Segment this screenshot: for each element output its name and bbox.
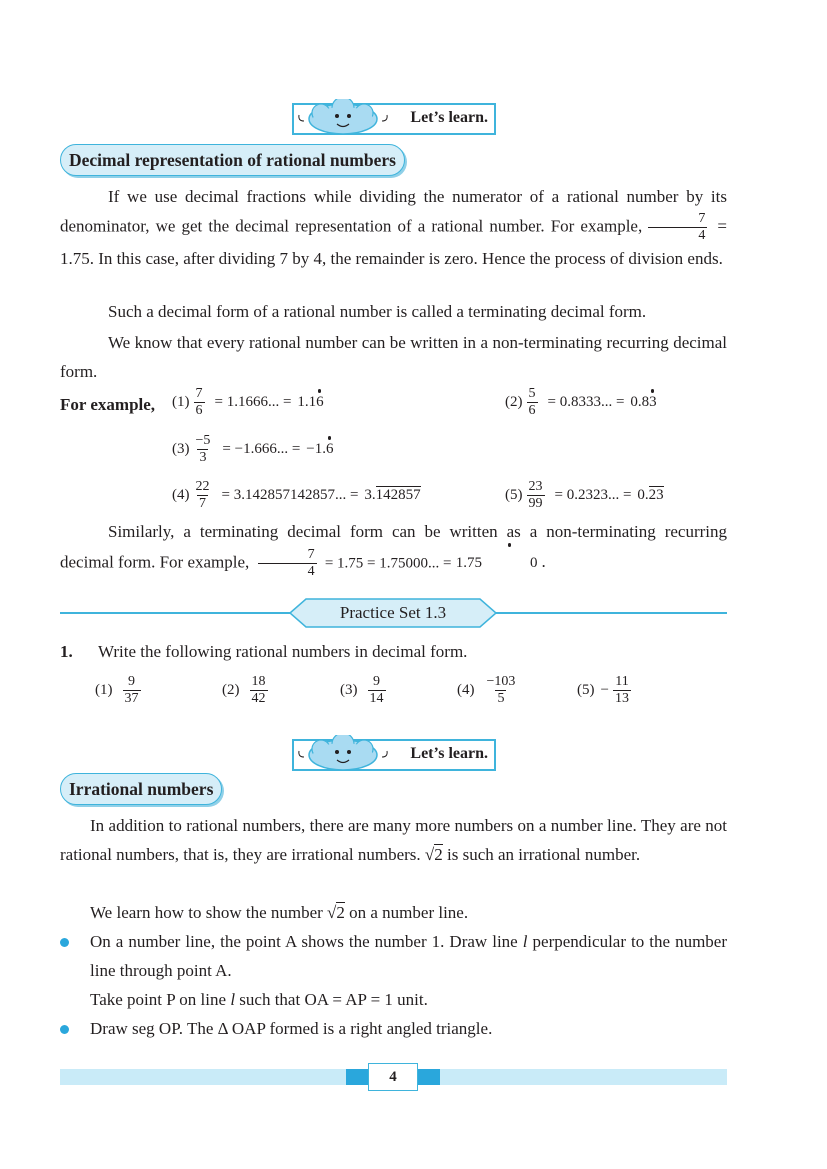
denominator: 6 — [195, 403, 203, 418]
expansion: = −1.666... = — [222, 441, 301, 457]
fraction — [485, 674, 518, 707]
recurring-result — [297, 394, 323, 411]
question-item-2 — [222, 674, 272, 707]
for-example-label: For example, — [60, 395, 156, 414]
question-item-1 — [95, 674, 145, 707]
recurring-digit: 3 — [649, 394, 657, 410]
fraction — [648, 211, 707, 244]
denominator: 4 — [648, 227, 707, 244]
numerator: 22 — [195, 479, 210, 494]
recurring-block: 142857 — [375, 487, 421, 503]
bullet-item-point-p — [90, 985, 727, 1014]
line-symbol: l — [522, 932, 528, 951]
paragraph-text: If we use decimal fractions while dividing the numerator of a rational number by its denominator, we get the decimal representation of a rational number. For example, — [60, 187, 727, 236]
paragraph-text: We know that every rational number can be written in a non-terminating recurring decimal form. — [60, 333, 727, 381]
denominator: 37 — [124, 691, 139, 706]
denominator: 4 — [258, 563, 317, 580]
paragraph-text: We learn how to show the number — [90, 903, 323, 922]
recurring-digit: 6 — [316, 394, 324, 410]
denominator: 3 — [199, 450, 207, 465]
result-part: 1.75 — [455, 555, 482, 572]
result-part: 3. — [364, 487, 376, 503]
paragraph-text: = 1.75. In this case, after dividing 7 by 4, the remainder is zero. Hence the process of division ends. — [60, 216, 728, 268]
recurring-result — [364, 487, 420, 504]
expansion: = 0.2323... = — [554, 487, 632, 503]
numerator: 9 — [373, 674, 380, 689]
fraction — [194, 433, 213, 466]
numerator: 7 — [698, 211, 706, 226]
radicand: 2 — [336, 903, 345, 922]
item-label: (5) — [577, 682, 595, 698]
lets-learn-banner — [292, 103, 496, 135]
numerator: 9 — [128, 674, 135, 689]
paragraph-text: In addition to rational numbers, there are many more numbers on a number line. They are not rational numbers, that is, they are irrational numbers. — [60, 816, 727, 864]
item-label: (4) — [457, 682, 475, 698]
numerator: 11 — [615, 674, 629, 689]
fraction — [527, 479, 545, 512]
paragraph-text: such that OA = AP = 1 unit. — [239, 990, 428, 1009]
bullet-dot — [60, 1025, 69, 1034]
expansion: = 1.1666... = — [214, 394, 292, 410]
recurring-digit: 6 — [326, 441, 334, 457]
fraction — [250, 674, 268, 707]
fraction — [368, 674, 386, 707]
example-4 — [172, 479, 421, 512]
numerator: 7 — [307, 547, 315, 562]
denominator: 14 — [369, 691, 384, 706]
expansion: = 3.142857142857... = — [221, 487, 359, 503]
fraction — [194, 479, 212, 512]
numerator: 23 — [528, 479, 543, 494]
footer-accent-right — [418, 1069, 440, 1085]
numerator: 5 — [528, 386, 536, 401]
denominator: 7 — [199, 496, 206, 511]
paragraph-irrational-intro — [60, 811, 727, 869]
paragraph-recurring — [60, 328, 727, 386]
expansion: = 1.75 = 1.75000... = — [324, 555, 452, 572]
result-part: 0. — [637, 487, 649, 503]
question-item-3 — [340, 674, 390, 707]
numerator: −103 — [486, 674, 516, 689]
page-number: 4 — [389, 1069, 397, 1085]
example-label: (2) — [505, 394, 523, 410]
question-text: Write the following rational numbers in decimal form. — [98, 642, 468, 661]
paragraph-text: Similarly, a terminating decimal form can be written as a non-terminating recurring decimal form. For example, — [60, 522, 727, 572]
section-heading-decimal — [60, 144, 405, 176]
paragraph-text: On a number line, the point A shows the number 1. Draw line — [90, 932, 518, 951]
denominator: 5 — [497, 691, 505, 706]
sign: − — [600, 682, 609, 698]
lets-learn-label: Let’s learn. — [410, 745, 488, 762]
denominator: 42 — [251, 691, 266, 706]
example-label: (5) — [505, 487, 523, 503]
example-3 — [172, 433, 334, 466]
sqrt-symbol: √2 — [327, 903, 345, 922]
fraction — [194, 386, 205, 419]
cloud-mascot-icon — [296, 735, 390, 773]
paragraph-text: is such an irrational number. — [447, 845, 641, 864]
denominator: 6 — [528, 403, 536, 418]
paragraph-text: Take point P on line — [90, 990, 227, 1009]
section-heading-text: Decimal representation of rational numbers — [69, 149, 396, 170]
fraction — [613, 674, 631, 707]
expansion: = 0.8333... = — [547, 394, 625, 410]
page-number-box — [368, 1063, 418, 1091]
example-label: (3) — [172, 441, 190, 457]
footer-accent-left — [346, 1069, 368, 1085]
question-item-4 — [457, 674, 521, 707]
question-number: 1. — [60, 642, 73, 661]
recurring-result — [637, 487, 663, 504]
period: . — [541, 552, 546, 572]
paragraph-text: on a number line. — [349, 903, 469, 922]
radicand: 2 — [434, 845, 443, 864]
fraction — [527, 386, 538, 419]
paragraph-similarly — [60, 517, 727, 580]
section-heading-text: Irrational numbers — [69, 778, 214, 799]
item-label: (2) — [222, 682, 240, 698]
denominator: 13 — [614, 691, 629, 706]
section-heading-irrational — [60, 773, 222, 805]
result-part: 0.8 — [630, 394, 650, 410]
bullet-item-perpendicular — [90, 927, 727, 985]
sqrt-symbol: √2 — [424, 845, 443, 864]
paragraph-text: perpendicular to the number line through point A. — [90, 932, 728, 980]
bullet-dot — [60, 938, 69, 947]
bullet-item-triangle — [90, 1014, 727, 1043]
cloud-mascot-icon — [296, 99, 390, 137]
numerator: 18 — [251, 674, 266, 689]
paragraph-text: Such a decimal form of a rational number is called a terminating decimal form. — [108, 302, 647, 321]
numerator: 7 — [195, 386, 203, 401]
result-part: 1.1 — [297, 394, 317, 410]
example-1 — [172, 386, 324, 419]
denominator: 99 — [528, 496, 543, 511]
recurring-result — [630, 394, 656, 411]
fraction — [258, 547, 317, 580]
paragraph-terminating — [60, 297, 727, 326]
item-label: (1) — [95, 682, 113, 698]
paragraph-decimal-intro — [60, 182, 727, 273]
lets-learn-label: Let’s learn. — [410, 109, 488, 126]
recurring-block: 23 — [648, 487, 664, 503]
practice-set-title: Practice Set 1.3 — [339, 603, 447, 622]
paragraph-text: Draw seg OP. The Δ OAP formed is a right angled triangle. — [90, 1019, 493, 1038]
example-label: (4) — [172, 487, 190, 503]
line-symbol: l — [230, 990, 236, 1009]
numerator: −5 — [195, 433, 211, 448]
item-label: (3) — [340, 682, 358, 698]
paragraph-number-line — [60, 898, 727, 927]
fraction — [123, 674, 141, 707]
example-5 — [505, 479, 664, 512]
recurring-result — [306, 441, 333, 458]
recurring-result — [456, 555, 538, 571]
question-item-5 — [577, 674, 635, 707]
recurring-digit: 0 — [482, 548, 538, 578]
example-label: (1) — [172, 394, 190, 410]
example-2 — [505, 386, 657, 419]
result-part: −1. — [306, 441, 327, 457]
lets-learn-banner — [292, 739, 496, 771]
